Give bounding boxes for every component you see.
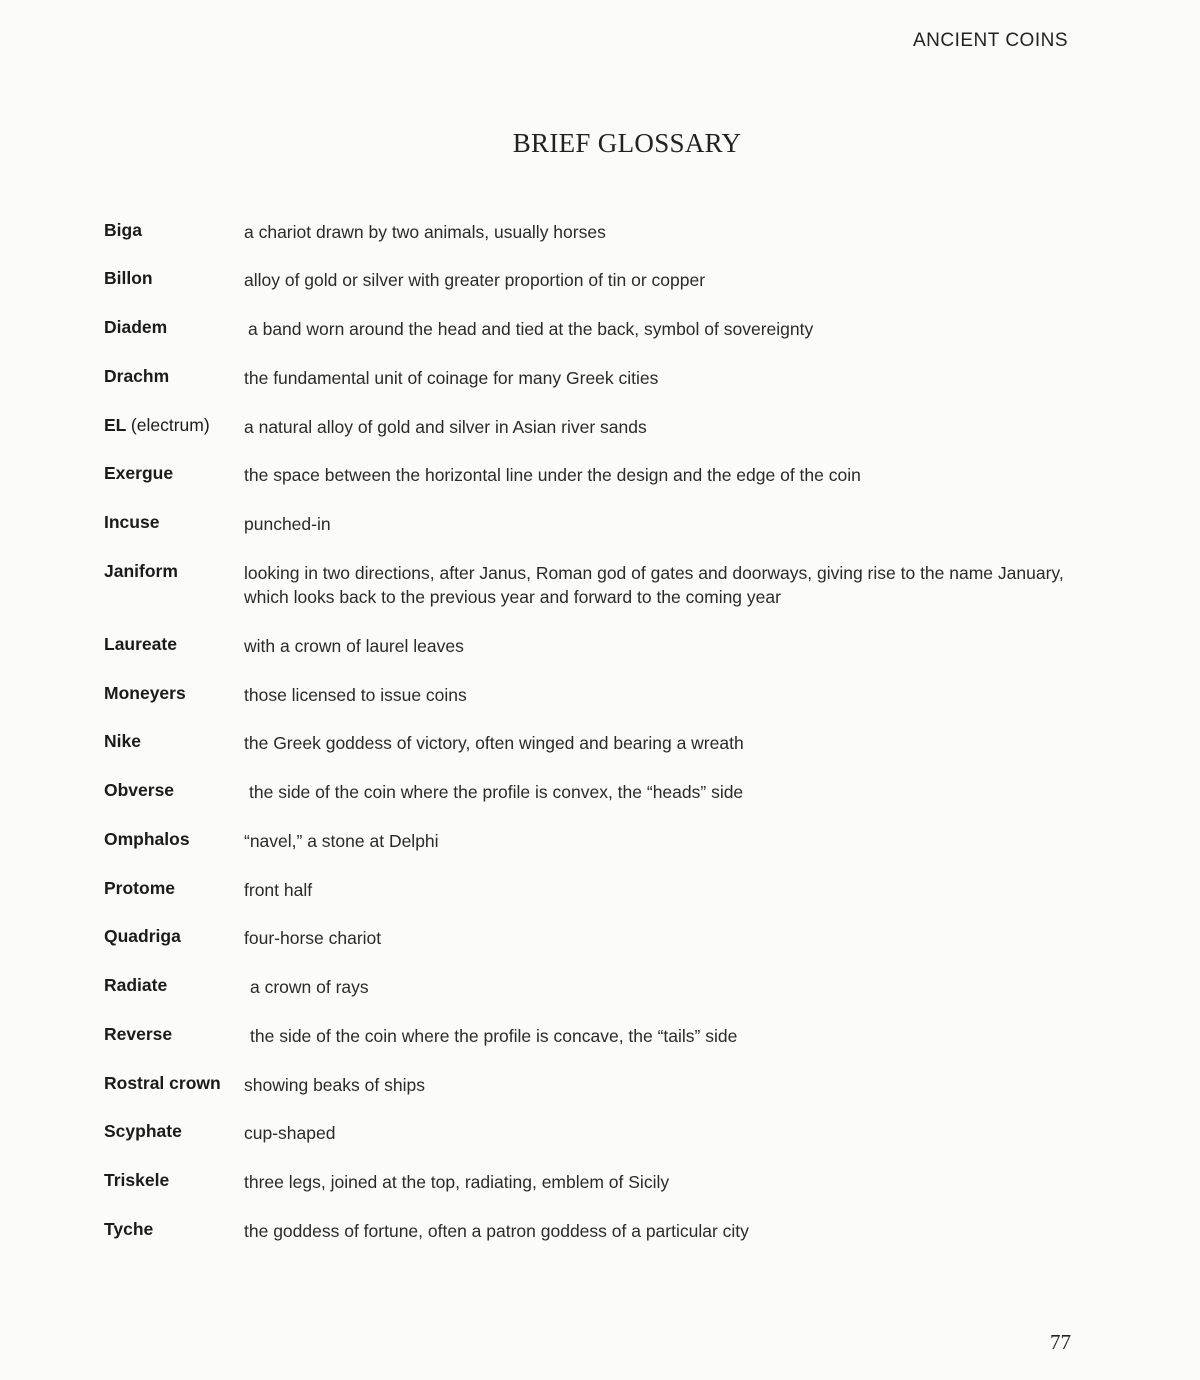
glossary-term: Janiform (104, 561, 178, 581)
glossary-term: Radiate (104, 975, 168, 995)
glossary-term: Scyphate (104, 1121, 182, 1141)
glossary-definition: “navel,” a stone at Delphi (244, 831, 439, 851)
glossary-definition: a natural alloy of gold and silver in Asian river sands (244, 417, 647, 437)
glossary-definition: those licensed to issue coins (244, 685, 467, 705)
glossary-term: Biga (104, 220, 142, 240)
glossary-definition: the space between the horizontal line under the design and the edge of the coin (244, 465, 861, 485)
glossary-definition: showing beaks of ships (244, 1075, 425, 1095)
glossary-term-main: EL (104, 415, 127, 435)
glossary-definition: the side of the coin where the profile is convex, the “heads” side (249, 782, 744, 802)
glossary-term: Laureate (104, 634, 177, 654)
glossary-definition: three legs, joined at the top, radiating, emblem of Sicily (244, 1172, 670, 1192)
glossary-definition: front half (244, 880, 313, 900)
glossary-definition: with a crown of laurel leaves (244, 636, 464, 656)
glossary-term: Omphalos (104, 829, 190, 849)
glossary-term: Drachm (104, 366, 170, 386)
glossary-term: Quadriga (104, 926, 181, 946)
glossary-term: Incuse (104, 512, 160, 532)
glossary-definition: cup-shaped (244, 1123, 336, 1143)
page-title: BRIEF GLOSSARY (512, 128, 742, 158)
glossary-definition: a chariot drawn by two animals, usually horses (244, 222, 606, 242)
running-head: ANCIENT COINS (912, 30, 1068, 51)
glossary-term: Triskele (104, 1170, 170, 1190)
glossary-definition: four-horse chariot (244, 928, 382, 948)
page-number: 77 (1050, 1330, 1071, 1354)
glossary-term: Tyche (104, 1219, 154, 1239)
glossary-term: Reverse (104, 1024, 173, 1044)
glossary-definition: the Greek goddess of victory, often winged and bearing a wreath (244, 733, 744, 753)
glossary-term: Obverse (104, 780, 175, 800)
glossary-definition: the goddess of fortune, often a patron goddess of a particular city (244, 1221, 749, 1241)
glossary-term: Diadem (104, 317, 168, 337)
glossary-term: Billon (104, 268, 153, 288)
glossary-definition: a band worn around the head and tied at the back, symbol of sovereignty (248, 319, 814, 339)
glossary-term: Exergue (104, 463, 174, 483)
glossary-definition: looking in two directions, after Janus, Roman god of gates and doorways, giving rise to the name January, which looks back to the previous year and forward to the coming year (244, 563, 1064, 607)
glossary-definition: the side of the coin where the profile is concave, the “tails” side (250, 1026, 738, 1046)
glossary-term: Nike (104, 731, 141, 751)
glossary-term: Moneyers (104, 683, 186, 703)
glossary-definition: alloy of gold or silver with greater proportion of tin or copper (244, 270, 706, 290)
glossary-definition: punched-in (244, 514, 331, 534)
glossary-term: Rostral crown (104, 1073, 221, 1093)
glossary-term-note: (electrum) (130, 415, 210, 435)
glossary-term (104, 415, 244, 436)
glossary-term: Protome (104, 878, 175, 898)
glossary-definition: a crown of rays (250, 977, 369, 997)
glossary-definition: the fundamental unit of coinage for many Greek cities (244, 368, 659, 388)
